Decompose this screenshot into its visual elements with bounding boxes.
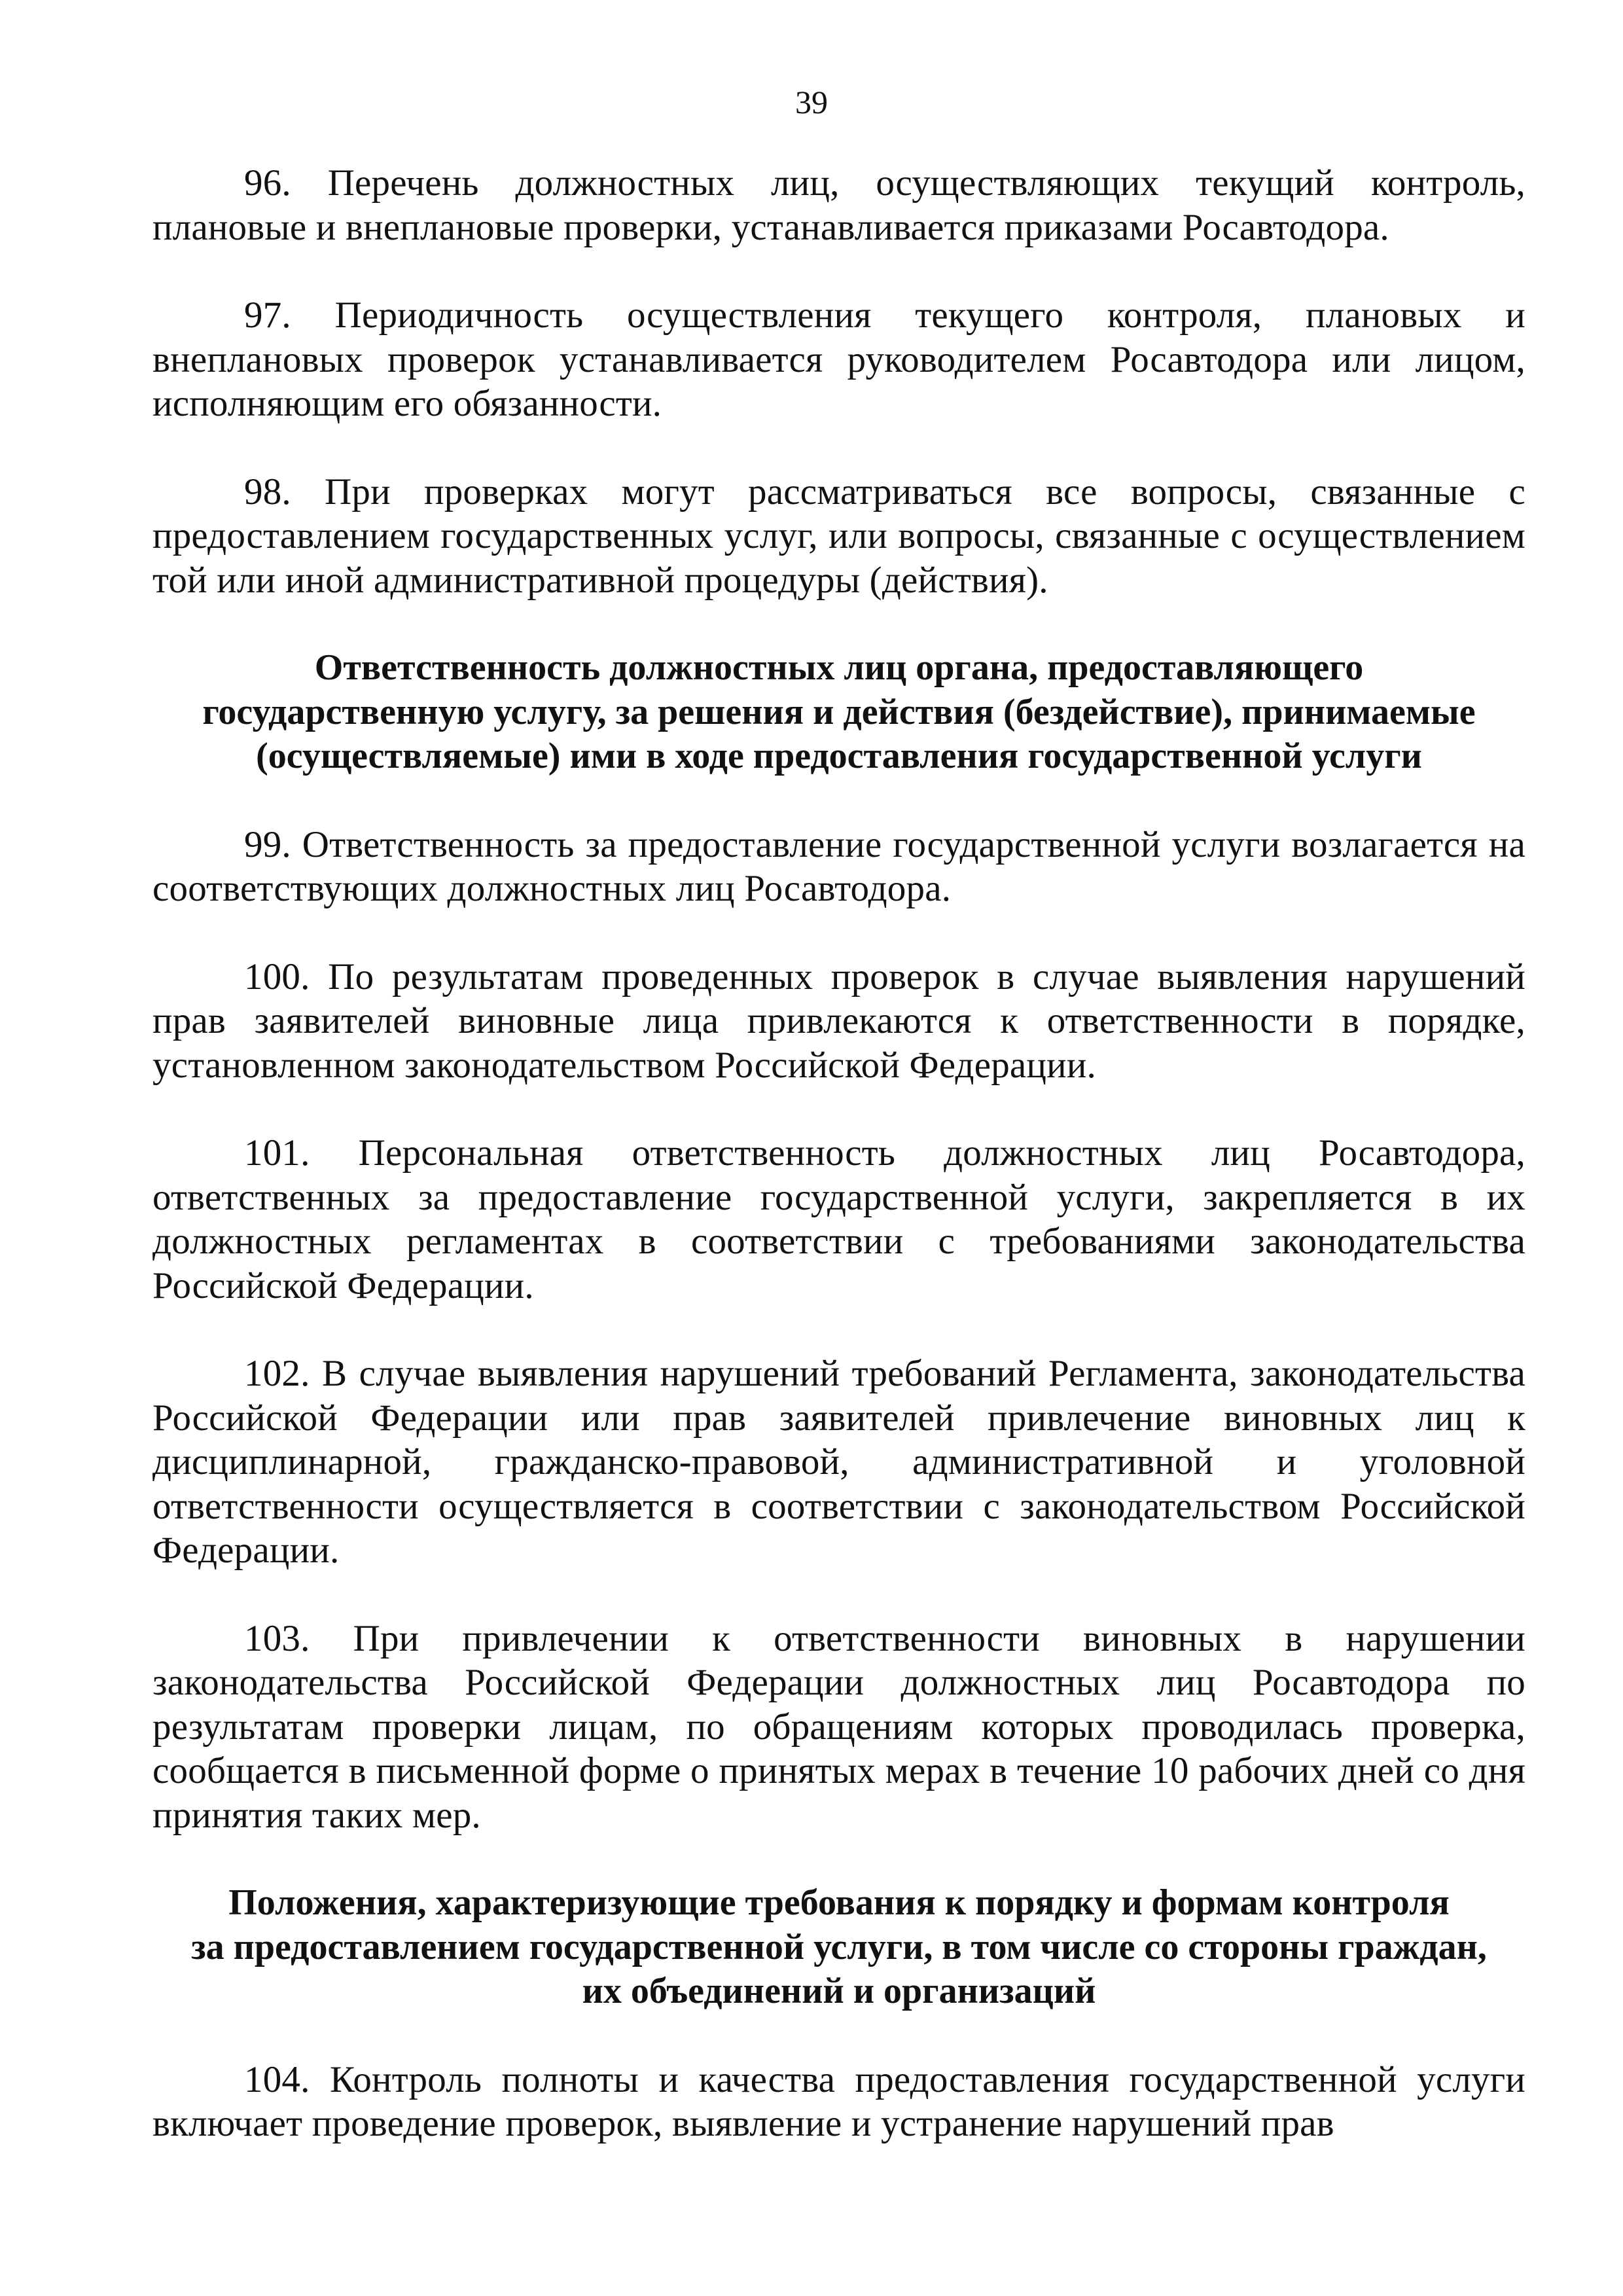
paragraph-104: 104. Контроль полноты и качества предоставления государственной услуги включает проведение проверок, выявление и устранение нарушений прав bbox=[152, 2058, 1525, 2144]
heading-line: государственную услугу, за решения и действия (бездействие), принимаемые bbox=[202, 691, 1476, 732]
paragraph-99: 99. Ответственность за предоставление государственной услуги возлагается на соответствующих должностных лиц Росавтодора. bbox=[152, 823, 1525, 909]
paragraph-96: 96. Перечень должностных лиц, осуществляющих текущий контроль, плановые и внеплановые проверки, устанавливается приказами Росавтодора. bbox=[152, 162, 1525, 248]
section-heading-responsibility bbox=[152, 646, 1525, 779]
paragraph-97: 97. Периодичность осуществления текущего контроля, плановых и внеплановых проверок устанавливается руководителем Росавтодора или лицом, исполняющим его обязанности. bbox=[152, 295, 1525, 424]
paragraph-103: 103. При привлечении к ответственности виновных в нарушении законодательства Российской Федерации должностных лиц Росавтодора по результатам проверки лицам, по обращениям которых проводилась проверка, сообщается в письменной форме о принятых мерах в течение 10 рабочих дней со дня принятия таких мер. bbox=[152, 1617, 1525, 1836]
heading-line: Положения, характеризующие требования к порядку и формам контроля bbox=[228, 1882, 1450, 1923]
paragraph-100: 100. По результатам проведенных проверок в случае выявления нарушений прав заявителей виновные лица привлекаются к ответственности в порядке, установленном законодательством Российской Федерации. bbox=[152, 956, 1525, 1086]
document-body bbox=[152, 161, 1525, 2146]
page-number: 39 bbox=[795, 84, 828, 120]
heading-line: за предоставлением государственной услуги, в том числе со стороны граждан, bbox=[191, 1926, 1487, 1967]
paragraph-102: 102. В случае выявления нарушений требований Регламента, законодательства Российской Федерации или прав заявителей привлечение виновных лиц к дисциплинарной, гражданско-правовой, административной и уголовной ответственности осуществляется в соответствии с законодательством Российской Федерации. bbox=[152, 1353, 1525, 1571]
heading-line: Ответственность должностных лиц органа, предоставляющего bbox=[314, 647, 1364, 688]
section-heading-control bbox=[152, 1881, 1525, 2014]
paragraph-101: 101. Персональная ответственность должностных лиц Росавтодора, ответственных за предоставление государственной услуги, закрепляется в их должностных регламентах в соответствии с требованиями законодательства Российской Федерации. bbox=[152, 1132, 1525, 1306]
heading-line: их объединений и организаций bbox=[582, 1971, 1096, 2011]
paragraph-98: 98. При проверках могут рассматриваться все вопросы, связанные с предоставлением государственных услуг, или вопросы, связанные с осуществлением той или иной административной процедуры (действия). bbox=[152, 471, 1525, 601]
heading-line: (осуществляемые) ими в ходе предоставления государственной услуги bbox=[256, 736, 1422, 776]
